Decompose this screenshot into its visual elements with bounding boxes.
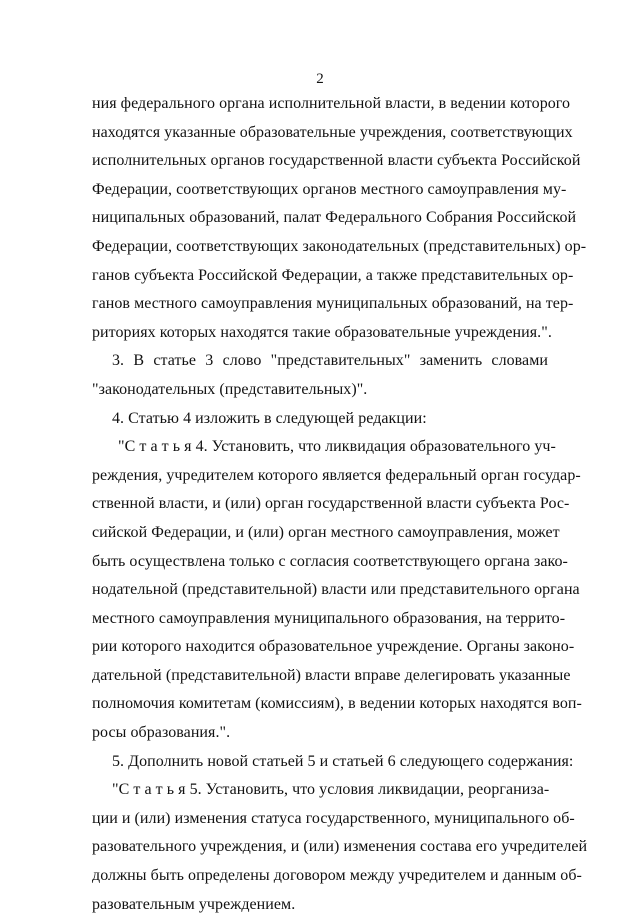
- text-line: быть осуществлена только с согласия соответствующего органа зако-: [92, 552, 568, 570]
- text-line: сийской Федерации, и (или) орган местного самоуправления, может: [92, 523, 560, 541]
- text-line: "С т а т ь я 5. Установить, что условия ликвидации, реорганиза-: [112, 781, 550, 799]
- text-line: 3. В статье 3 слово "представительных" заменить словами: [112, 352, 548, 370]
- article-4-paragraph: [92, 433, 582, 748]
- text-line: нодательной (представительной) власти или представительного органа: [92, 581, 580, 599]
- text-line: разовательным учреждением.: [92, 895, 296, 913]
- text-line: 4. Статью 4 изложить в следующей редакции:: [112, 409, 427, 427]
- text-line: разовательного учреждения, и (или) изменения состава его учредителей: [92, 838, 588, 856]
- text-line: Федерации, соответствующих органов местного самоуправления му-: [92, 180, 567, 198]
- text-line: исполнительных органов государственной власти субъекта Российской: [92, 152, 581, 170]
- article-heading: "С т а т ь я: [118, 438, 192, 456]
- item-4-paragraph: [92, 405, 548, 434]
- text-line: находятся указанные образовательные учреждения, соответствующих: [92, 123, 573, 141]
- page-number: 2: [316, 71, 324, 87]
- text-line: росы образования.".: [92, 724, 231, 742]
- text-line: ниципальных образований, палат Федерального Собрания Российской: [92, 209, 577, 227]
- continuation-paragraph: [92, 90, 587, 347]
- text-line: ния федерального органа исполнительной власти, в ведении которого: [92, 95, 571, 112]
- text-line: рии которого находится образовательное учреждение. Органы законо-: [92, 638, 575, 656]
- text-line: "законодательных (представительных)".: [92, 380, 368, 398]
- text-line: местного самоуправления муниципального образования, на террито-: [92, 609, 566, 627]
- text-line: "С т а т ь я 4. Установить, что ликвидация образовательного уч-: [118, 438, 556, 456]
- item-5-paragraph: [92, 748, 574, 777]
- text-line: риториях которых находятся такие образовательные учреждения.".: [92, 323, 552, 341]
- item-3-paragraph: [92, 347, 548, 404]
- text-line: реждения, учредителем которого является федеральный орган государ-: [92, 466, 581, 484]
- text-line: полномочия комитетам (комиссиям), в ведении которых находятся воп-: [92, 695, 582, 713]
- text-line: Федерации, соответствующих законодательных (представительных) ор-: [92, 237, 587, 255]
- text-line: ганов субъекта Российской Федерации, а также представительных ор-: [92, 266, 574, 284]
- text-line: 5. Дополнить новой статьей 5 и статьей 6 следующего содержания:: [112, 752, 574, 770]
- article-5-paragraph: [92, 776, 588, 919]
- text-line: дательной (представительной) власти вправе делегировать указанные: [92, 666, 571, 684]
- text-line: ции и (или) изменения статуса государственного, муниципального об-: [92, 809, 575, 827]
- text-line: должны быть определены договором между учредителем и данным об-: [92, 867, 582, 885]
- text-line: ственной власти, и (или) орган государственной власти субъекта Рос-: [92, 495, 570, 513]
- article-heading: "С т а т ь я: [112, 781, 186, 799]
- text-line: ганов местного самоуправления муниципальных образований, на тер-: [92, 295, 574, 313]
